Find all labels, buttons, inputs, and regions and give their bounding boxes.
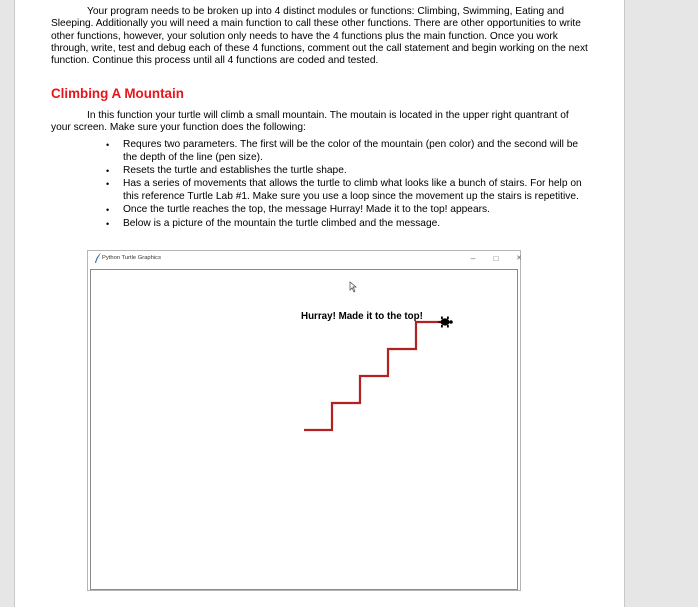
turtle-icon <box>438 317 453 328</box>
bullet-icon: • <box>106 140 110 150</box>
turtle-window-screenshot <box>87 250 521 591</box>
bullet-icon: • <box>106 166 110 176</box>
close-icon: ✕ <box>516 255 522 262</box>
section-intro-paragraph: In this function your turtle will climb a small mountain. The moutain is located in the upper right quantrant of your screen. Make sure your function does the following: <box>51 110 569 134</box>
maximize-icon: □ <box>493 254 499 263</box>
intro-paragraph: Your program needs to be broken up into 4 distinct modules or functions: Climbing, Swimming, Eating and Sleeping. Additionally you will need a main function to call these other functions. There are other opportunities to write other functions, however, your solution only needs to have the 4 functions plus the main function. Once you work through, write, test and debug each of these 4 functions, comment out the call statement and begin working on the next function. Continue this process until all 4 functions are coded and tested. <box>51 6 588 67</box>
bullet-icon: • <box>106 218 110 229</box>
feather-icon <box>94 253 102 264</box>
list-item <box>87 204 587 217</box>
list-item <box>87 218 587 231</box>
list-item <box>87 139 587 164</box>
list-item-text: Below is a picture of the mountain the turtle climbed and the message. <box>123 217 441 229</box>
minimize-icon: – <box>470 254 476 263</box>
requirements-list <box>87 139 587 231</box>
list-item-text: Once the turtle reaches the top, the message Hurray! Made it to the top! appears. <box>123 204 490 216</box>
bullet-icon: • <box>106 205 110 216</box>
list-item-text: Resets the turtle and establishes the turtle shape. <box>123 165 347 176</box>
list-item-text: Has a series of movements that allows the turtle to climb what looks like a bunch of stairs. For help on this reference Turtle Lab #1. Make sure you use a loop since the movement up the stairs is repetitive. <box>123 178 582 202</box>
turtle-message: Hurray! Made it to the top! <box>301 311 423 322</box>
document-page <box>14 0 625 607</box>
mountain-stairs <box>304 322 446 430</box>
turtle-window-titlebar <box>88 251 520 269</box>
turtle-canvas <box>90 269 518 590</box>
section-heading: Climbing A Mountain <box>51 86 184 101</box>
bullet-icon: • <box>106 179 110 190</box>
list-item-text: Requres two parameters. The first will be the color of the mountain (pen color) and the second will be the depth of the line (pen size). <box>123 139 579 163</box>
list-item <box>87 178 587 203</box>
turtle-window-title: Python Turtle Graphics <box>102 255 161 261</box>
list-item <box>87 165 587 178</box>
cursor-icon <box>350 282 356 292</box>
